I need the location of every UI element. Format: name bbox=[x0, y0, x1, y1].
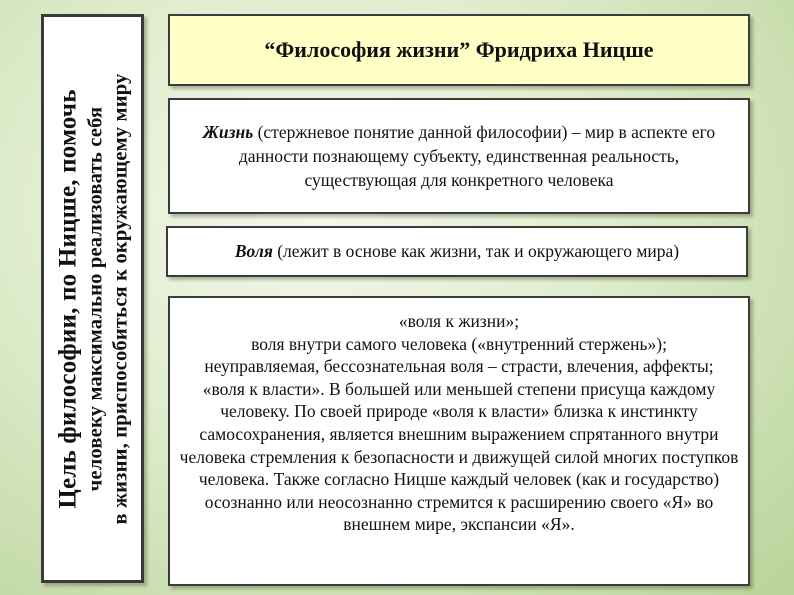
goal-line-2: человеку максимально реализовать себя bbox=[84, 106, 106, 491]
will-type-line: «воля к власти». В большей или меньшей степени присуща каждому человеку. По своей природе «воля к власти» близка к инстинкту самосохранения, является внешним выражением спрятанного внутри человека стремления к безопасности и движущей силой многих поступков человека. Также согласно Ницше каждый человек (как и государство) осознанно или неосознанно стремится к расширению своего «Я» во внешнем мире, экспансии «Я». bbox=[179, 378, 739, 535]
will-type-line: неуправляемая, бессознательная воля – страсти, влечения, аффекты; bbox=[204, 356, 714, 377]
life-term: Жизнь bbox=[202, 122, 254, 142]
life-definition-box bbox=[168, 98, 750, 214]
will-definition bbox=[235, 241, 679, 262]
goal-line-3: в жизни, приспособиться к окружающему миру bbox=[109, 73, 131, 524]
will-type-line: «воля к жизни»; bbox=[398, 311, 520, 331]
life-definition-text: (стержневое понятие данной философии) – мир в аспекте его данности познающему субъекту, единственная реальность, существующая для конкретного человека bbox=[238, 122, 716, 190]
will-definition-text: (лежит в основе как жизни, так и окружающего мира) bbox=[272, 241, 680, 261]
life-definition bbox=[182, 120, 736, 192]
goal-text bbox=[52, 19, 133, 579]
goal-line-1: Цель философии, по Ницше, помочь bbox=[54, 88, 81, 509]
will-types-box bbox=[168, 296, 750, 586]
goal-panel bbox=[41, 14, 144, 583]
will-definition-box bbox=[166, 226, 748, 277]
title-box bbox=[168, 14, 750, 86]
will-type-line: воля внутри самого человека («внутренний стержень»); bbox=[251, 333, 667, 354]
will-term: Воля bbox=[234, 241, 273, 261]
page-title: “Философия жизни” Фридриха Ницше bbox=[264, 37, 654, 62]
